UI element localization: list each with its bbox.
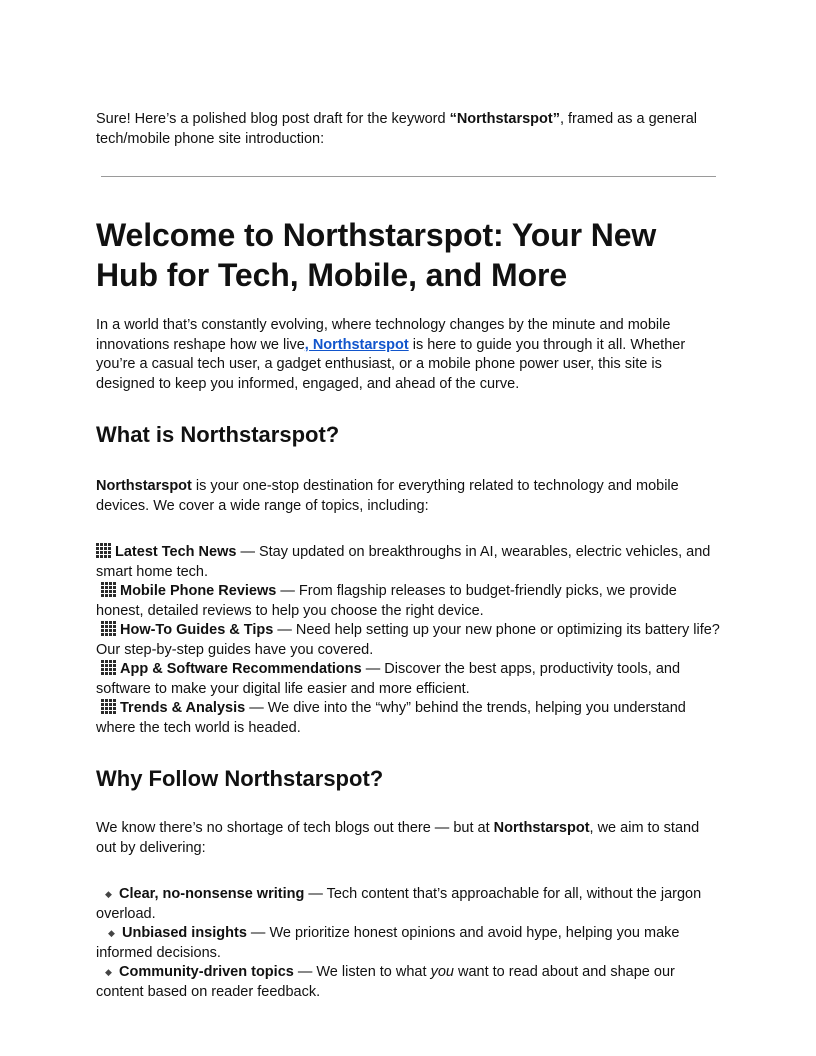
list-item <box>96 582 720 621</box>
list-item-label: Mobile Phone Reviews <box>120 583 277 599</box>
horizontal-divider <box>101 176 716 177</box>
list-item-text: — We listen to what <box>293 964 431 980</box>
grid-square-icon <box>101 582 116 597</box>
list-item <box>96 924 720 963</box>
list-item <box>96 963 720 1002</box>
list-item-text: — We prioritize honest opinions and avoid hype, helping you make informed decisions. <box>96 925 680 961</box>
document-page <box>96 110 720 1029</box>
list-item-text: — From flagship releases to budget-friendly picks, we provide honest, detailed reviews to help you choose the right device. <box>96 583 677 619</box>
diamond-bullet-icon: ◆ <box>108 928 115 938</box>
section-heading-why-follow: Why Follow Northstarspot? <box>96 766 384 791</box>
section1-intro <box>96 477 720 516</box>
list-item <box>96 660 720 699</box>
list-item-text: — Tech content that’s approachable for all, without the jargon overload. <box>96 886 702 922</box>
section2-intro <box>96 819 720 858</box>
benefits-list <box>96 885 720 1002</box>
list-item-label: Unbiased insights <box>122 925 247 941</box>
list-item-text: — Discover the best apps, productivity tools, and software to make your digital life easier and more efficient. <box>96 661 681 697</box>
list-item-label: Community-driven topics <box>119 964 294 980</box>
list-item-label: Clear, no-nonsense writing <box>119 886 305 902</box>
emphasis-text: you <box>430 964 454 980</box>
list-item-label: How-To Guides & Tips <box>120 622 274 638</box>
topics-list <box>96 543 720 738</box>
brand-name: Northstarspot <box>96 478 192 494</box>
diamond-bullet-icon: ◆ <box>105 967 112 977</box>
northstarspot-link[interactable]: , Northstarspot <box>304 336 409 353</box>
section2-intro-text: We know there’s no shortage of tech blogs out there — but at <box>96 820 494 836</box>
intro-paragraph <box>96 110 720 149</box>
list-item-text: — We dive into the “why” behind the trends, helping you understand where the tech world is headed. <box>96 700 686 736</box>
brand-name: Northstarspot <box>493 820 590 836</box>
lead-text: In a world that’s constantly evolving, where technology changes by the minute and mobile innovations reshape how we live <box>96 317 671 353</box>
list-item-label: Trends & Analysis <box>120 700 246 716</box>
page-title: Welcome to Northstarspot: Your New Hub for Tech, Mobile, and More <box>96 217 657 293</box>
list-item <box>96 621 720 660</box>
list-item-text-end: want to read about and shape our content based on reader feedback. <box>96 964 675 1000</box>
list-item-text: — Need help setting up your new phone or optimizing its battery life? Our step-by-step guides have you covered. <box>96 622 720 658</box>
list-item-label: Latest Tech News <box>115 544 237 560</box>
grid-square-icon <box>101 699 116 714</box>
section2-intro-text-end: , we aim to stand out by delivering: <box>96 820 700 856</box>
grid-square-icon <box>96 543 111 558</box>
list-item <box>96 885 720 924</box>
list-item <box>96 699 720 738</box>
list-item-text: — Stay updated on breakthroughs in AI, wearables, electric vehicles, and smart home tech. <box>96 544 711 580</box>
grid-square-icon <box>101 660 116 675</box>
intro-text-end: , framed as a general tech/mobile phone site introduction: <box>96 111 697 147</box>
lead-text-end: is here to guide you through it all. Whether you’re a casual tech user, a gadget enthusiast, or a mobile phone power user, this site is designed to keep you informed, engaged, and ahead of the curve. <box>96 336 686 392</box>
section1-intro-text: is your one-stop destination for everything related to technology and mobile devices. We cover a wide range of topics, including: <box>96 478 679 514</box>
list-item-label: App & Software Recommendations <box>120 661 362 677</box>
intro-keyword: “Northstarspot” <box>449 111 560 127</box>
list-item <box>96 543 720 582</box>
grid-square-icon <box>101 621 116 636</box>
lead-paragraph <box>96 316 720 394</box>
intro-text: Sure! Here’s a polished blog post draft for the keyword <box>96 111 450 127</box>
section-heading-what-is: What is Northstarspot? <box>96 422 340 447</box>
diamond-bullet-icon: ◆ <box>105 889 112 899</box>
